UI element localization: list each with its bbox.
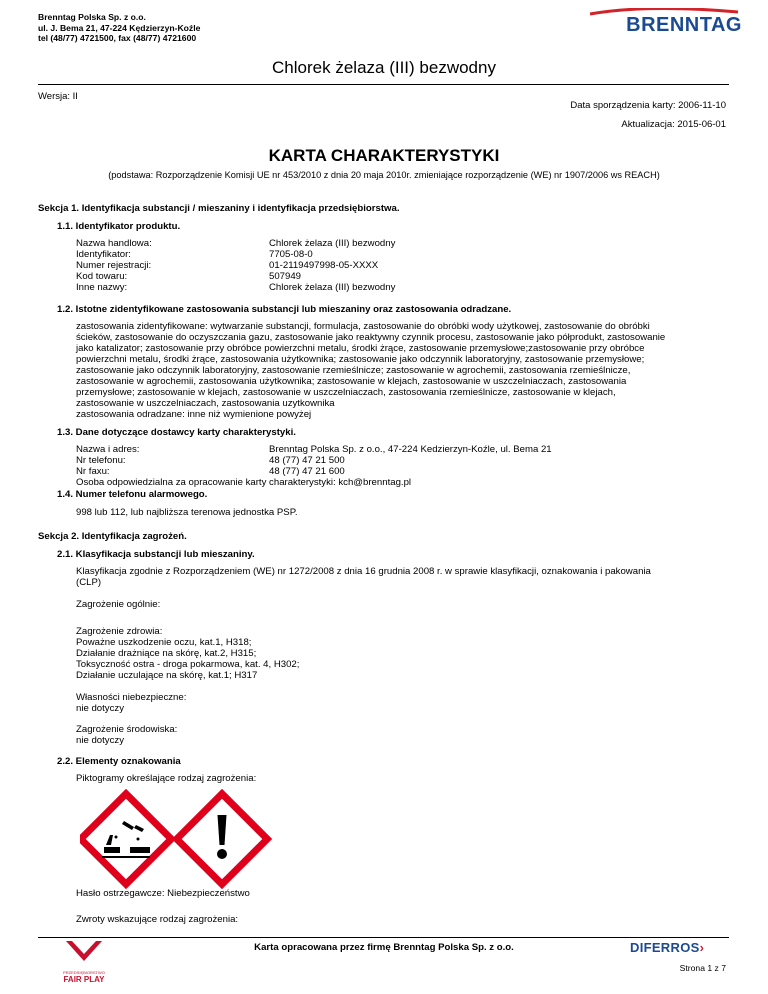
diferros-text: DIFERROS <box>630 940 700 955</box>
company-phone: tel (48/77) 4721500, fax (48/77) 4721600 <box>38 33 197 43</box>
fair-play-logo <box>62 937 106 987</box>
company-name: Brenntag Polska Sp. z o.o. <box>38 12 146 22</box>
logo-text: BRENNTAG <box>626 14 742 36</box>
kv-row: Nr faxu: 48 (77) 47 21 600 <box>76 466 345 477</box>
footer-divider <box>38 937 729 938</box>
document-title: KARTA CHARAKTERYSTYKI <box>268 146 500 165</box>
document-basis: (podstawa: Rozporządzenie Komisji UE nr 453/2010 z dnia 20 maja 2010r. zmieniające rozporządzenie (WE) nr 1907/2006 ws REACH) <box>108 170 660 180</box>
exclamation-pictogram-icon <box>177 794 268 885</box>
dates-block <box>570 96 726 134</box>
supplier-table <box>76 444 552 488</box>
uses-paragraph: zastosowania zidentyfikowane: wytwarzanie substancji, formulacja, zastosowanie do obróbki wody użytkowej, zastosowanie do obróbki ścieków, zastosowanie do oczyszczania gazu, zastosowanie jako reaktywny czynnik procesu, zastosowanie jako półprodukt, zastosowanie jako katalizator; zastosowanie przy obróbce powierzchni metalu, środki żrące, zastosowanie przemysłowe;zastosowanie przy obróbce powierzchni metalu, środki żrące, zastosowania użytkownika; zastosowanie jako odczynnik laboratoryjny, zastosowanie przemysłowe; zastosowanie jako odczynnik laboratoryjny, zastosowanie rzemieślnicze; zastosowanie w agrochemii, zastosowania rzemieślnicze, zastosowanie w agrochemii, zastosowania użytkownika; zastosowanie w klejach, zastosowanie w uszczelniaczach, zastosowania przemysłowe; zastosowanie w klejach, zastosowanie w uszczelniaczach, zastosowania rzemieślnicze, zastosowanie w klejach, zastosowanie w uszczelniaczach, zastosowania uzytkownika zastosowania odradzane: inne niż wymienione powyżej <box>76 321 666 420</box>
section-2-2-heading: 2.2. Elementy oznakowania <box>57 756 181 767</box>
section-2-1-heading: 2.1. Klasyfikacja substancji lub mieszaniny. <box>57 549 255 560</box>
environment-hazard: Zagrożenie środowiska: nie dotyczy <box>76 724 178 746</box>
classification-text: Klasyfikacja zgodnie z Rozporządzeniem (WE) nr 1272/2008 z dnia 16 grudnia 2008 r. w sprawie klasyfikacji, oznakowania i pakowania (CLP) <box>76 566 651 588</box>
signal-word: Hasło ostrzegawcze: Niebezpieczeństwo <box>76 888 250 899</box>
dangerous-properties: Własności niebezpieczne: nie dotyczy <box>76 692 187 714</box>
fair-play-mark-icon <box>62 937 106 965</box>
emergency-phone: 998 lub 112, lub najbliższa terenowa jednostka PSP. <box>76 507 298 518</box>
contact-email-line: Osoba odpowiedzialna za opracowanie karty charakterystyki: kch@brenntag.pl <box>76 477 412 488</box>
kv-row: Nazwa handlowa: Chlorek żelaza (III) bezwodny <box>76 238 396 249</box>
kv-row: Nazwa i adres: Brenntag Polska Sp. z o.o., 47-224 Kedzierzyn-Koźle, ul. Bema 21 <box>76 444 552 455</box>
corrosive-pictogram-icon <box>81 794 172 885</box>
pictograms-label: Piktogramy określające rodzaj zagrożenia: <box>76 773 257 784</box>
company-address: ul. J. Bema 21, 47-224 Kędzierzyn-Koźle <box>38 22 201 33</box>
fair-play-text: FAIR PLAY <box>63 975 105 984</box>
general-hazard: Zagrożenie ogólnie: <box>76 599 161 610</box>
kv-row: Inne nazwy: Chlorek żelaza (III) bezwodny <box>76 282 396 293</box>
kv-row: Kod towaru: 507949 <box>76 271 302 282</box>
diferros-logo <box>630 940 704 955</box>
health-hazard-list: Zagrożenie zdrowia: Poważne uszkodzenie oczu, kat.1, H318; Działanie drażniące na skórę, kat.2, H315; Toksyczność ostra - droga pokarmowa, kat. 4, H302; Działanie uczulające na skórę, kat.1; H317 <box>76 626 300 681</box>
kv-row: Identyfikator: 7705-08-0 <box>76 249 313 260</box>
section-1-3-heading: 1.3. Dane dotyczące dostawcy karty charakterystyki. <box>57 427 296 438</box>
section-1-heading: Sekcja 1. Identyfikacja substancji / mieszaniny i identyfikacja przedsiębiorstwa. <box>38 203 400 214</box>
date-created: Data sporządzenia karty: 2006-11-10 <box>570 100 726 111</box>
footer-prepared-by: Karta opracowana przez firmę Brenntag Polska Sp. z o.o. <box>254 942 514 953</box>
version: Wersja: II <box>38 91 78 102</box>
kv-row: Nr telefonu: 48 (77) 47 21 500 <box>76 455 345 466</box>
ghs-pictograms <box>80 789 300 889</box>
hazard-phrases-label: Zwroty wskazujące rodzaj zagrożenia: <box>76 914 239 925</box>
page-number: Strona 1 z 7 <box>679 963 726 973</box>
brenntag-logo <box>588 8 746 46</box>
header-divider <box>38 84 729 85</box>
company-address-block <box>38 12 200 44</box>
section-1-2-heading: 1.2. Istotne zidentyfikowane zastosowania substancji lub mieszaniny oraz zastosowania odradzane. <box>57 304 512 315</box>
section-1-4-heading: 1.4. Numer telefonu alarmowego. <box>57 489 208 500</box>
product-identifier-table <box>76 238 395 293</box>
date-updated: Aktualizacja: 2015-06-01 <box>621 119 726 130</box>
kv-row: Numer rejestracji: 01-2119497998-05-XXXX <box>76 260 379 271</box>
section-2-heading: Sekcja 2. Identyfikacja zagrożeń. <box>38 531 187 542</box>
diferros-chevron-icon: › <box>699 940 705 955</box>
fair-play-small-text: PRZEDSIĘBIORSTWO <box>63 970 105 975</box>
product-title: Chlorek żelaza (III) bezwodny <box>272 58 496 77</box>
section-1-1-heading: 1.1. Identyfikator produktu. <box>57 221 181 232</box>
